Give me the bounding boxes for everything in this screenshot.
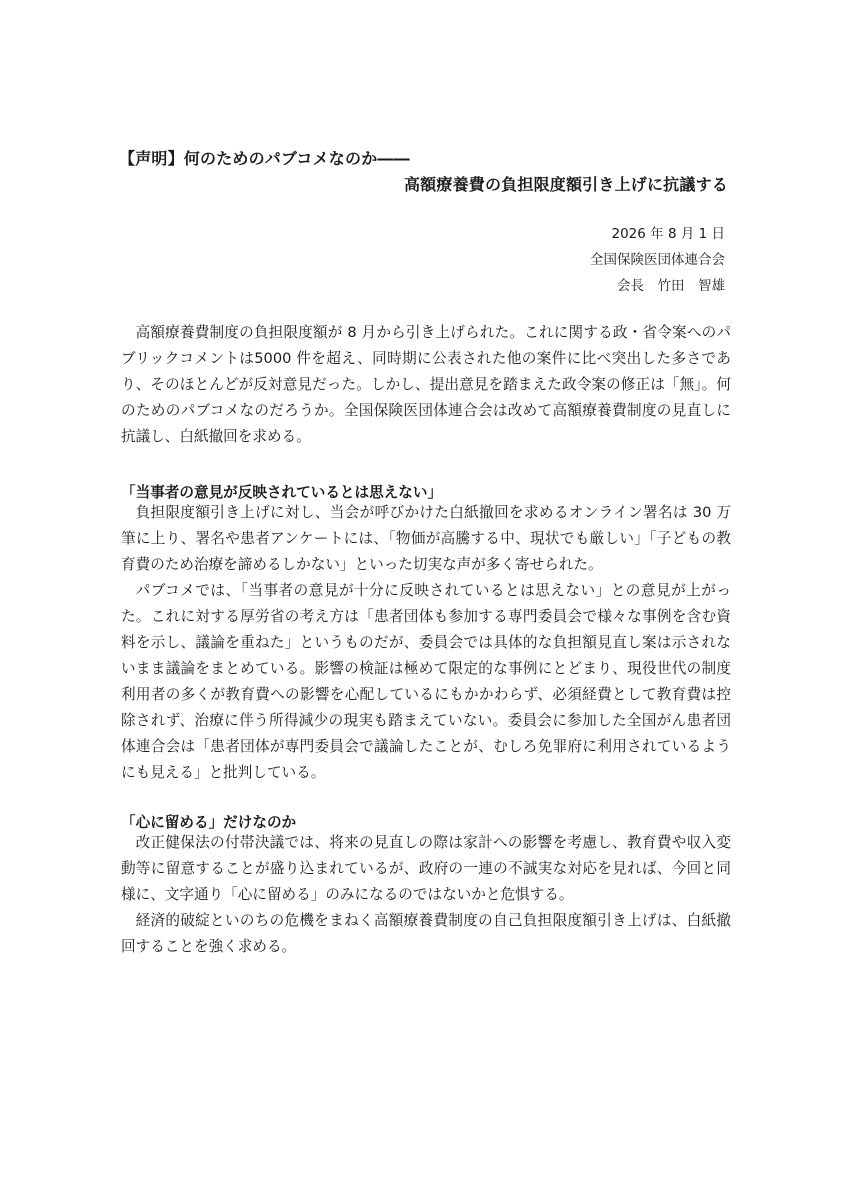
organization-name: 全国保険医団体連合会 <box>590 252 725 268</box>
section2-heading: 「心に留める」だけなのか <box>121 814 297 831</box>
section2-paragraph-2: 経済的破綻といのちの危機をまねく高額療養費制度の自己負担限度額引き上げは、白紙撤回することを強く求める。 <box>121 912 731 955</box>
intro-section <box>121 320 731 450</box>
signatory: 会長 竹田 智雄 <box>617 278 725 294</box>
section2-paragraph-1: 改正健保法の付帯決議では、将来の見直しの際は家計への影響を考慮し、教育費や収入変動等に留意することが盛り込まれているが、政府の一連の不誠実な対応を見れば、今回と同様に、文字通り「心に留める」のみになるのではないかと危惧する。 <box>121 834 731 903</box>
intro-paragraph: 高額療養費制度の負担限度額が 8 月から引き上げられた。これに関する政・省令案へのパブリックコメントは5000 件を超え、同時期に公表された他の案件に比べ突出した多さであり、そのほとんどが反対意見だった。しかし、提出意見を踏まえた政令案の修正は「無」。何のためのパブコメなのだろうか。全国保険医団体連合会は改めて高額療養費制度の見直しに抗議し、白紙撤回を求める。 <box>121 324 731 445</box>
section1-heading: 「当事者の意見が反映されているとは思えない」 <box>121 484 443 501</box>
statement-title-line2: 高額療養費の負担限度額引き上げに抗議する <box>403 175 728 194</box>
section1-body <box>121 500 731 786</box>
statement-date: 2026 年 8 月 1 日 <box>611 226 725 242</box>
section1-paragraph-2: パブコメでは、「当事者の意見が十分に反映されているとは思えない」との意見が上がった。これに対する厚労省の考え方は「患者団体も参加する専門委員会で様々な事例を含む資料を示し、議論を重ねた」というものだが、委員会では具体的な負担額見直し案は示されないまま議論をまとめている。影響の検証は極めて限定的な事例にとどまり、現役世代の制度利用者の多くが教育費への影響を心配しているにもかかわらず、必須経費として教育費は控除されず、治療に伴う所得減少の現実も踏まえていない。委員会に参加した全国がん患者団体連合会は「患者団体が専門委員会で議論したことが、むしろ免罪府に利用されているようにも見える」と批判している。 <box>121 582 731 781</box>
section2-body <box>121 830 731 960</box>
section1-paragraph-1: 負担限度額引き上げに対し、当会が呼びかけた白紙撤回を求めるオンライン署名は 30 万筆に上り、署名や患者アンケートには、「物価が高騰する中、現状でも厳しい」「子どもの教育費のため治療を諦めるしかない」といった切実な声が多く寄せられた。 <box>121 504 731 573</box>
statement-title-line1: 【声明】何のためのパブコメなのか―― <box>119 149 410 168</box>
